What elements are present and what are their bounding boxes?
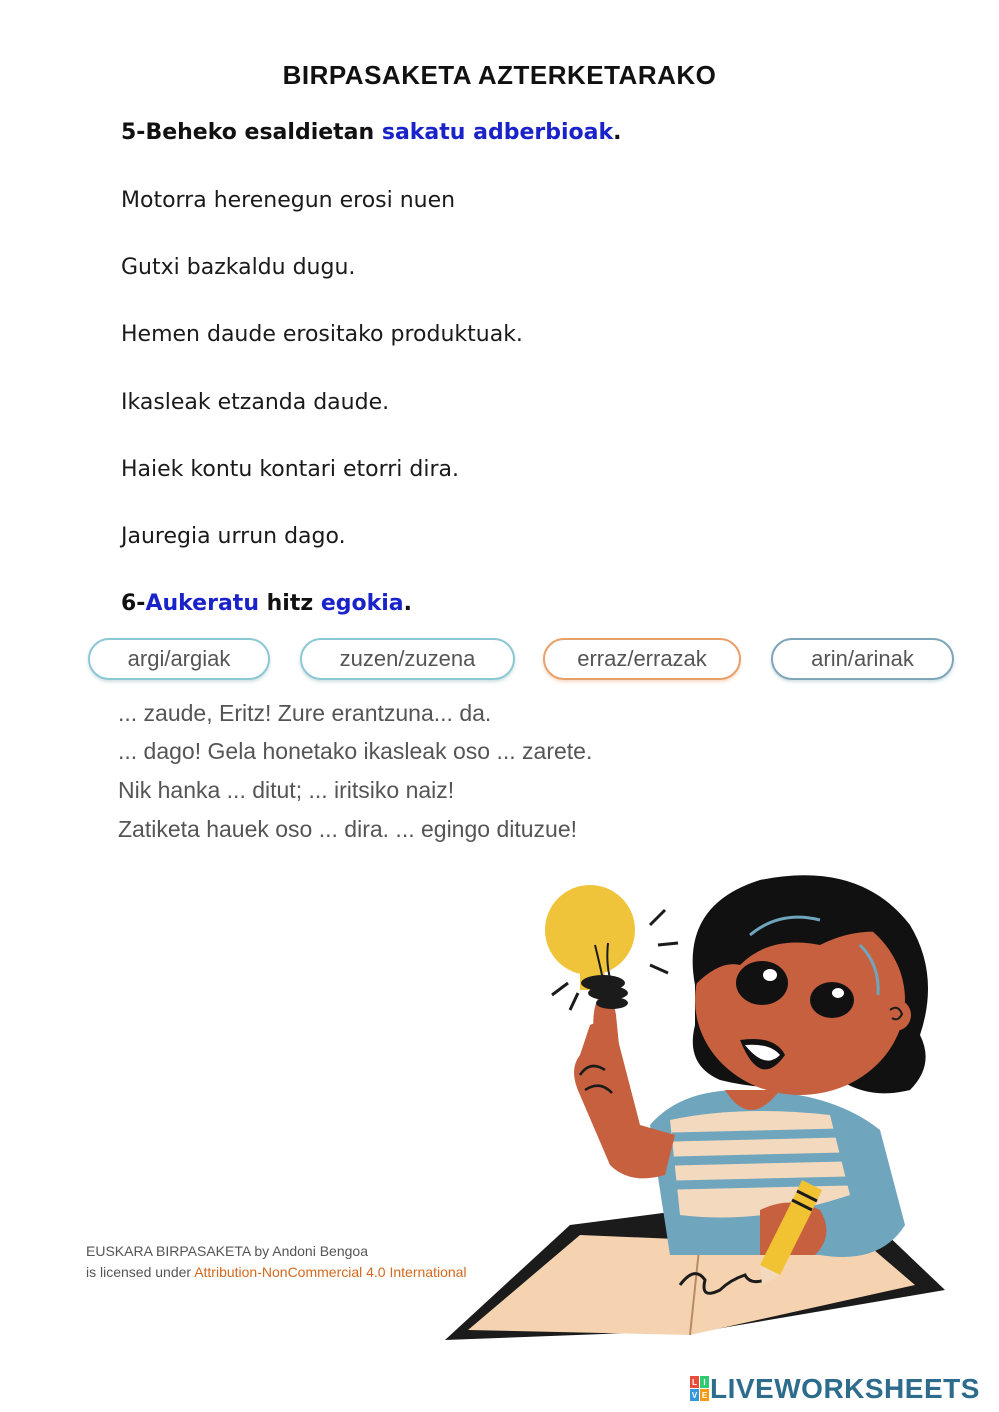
girl-lightbulb-illustration (440, 865, 960, 1355)
book-left-page (468, 1235, 700, 1335)
left-eye (736, 961, 788, 1005)
sentence-5[interactable]: Haiek kontu kontari etorri dira. (121, 457, 459, 482)
option-pill-zuzen: zuzen/zuzena (300, 638, 515, 680)
logo-letter-e: E (701, 1391, 708, 1400)
option-pill-arin: arin/arinak (771, 638, 954, 680)
question-6-period: . (403, 591, 412, 616)
credit-line-2 (86, 1264, 467, 1280)
question-6-word-3: egokia (320, 591, 404, 616)
sentence-1[interactable]: Motorra herenegun erosi nuen (121, 188, 456, 213)
exercise-6-line-3[interactable]: Nik hanka ... ditut; ... iritsiko naiz! (118, 777, 455, 803)
sentence-3[interactable]: Hemen daude erositako produktuak. (121, 322, 523, 347)
right-eye (810, 982, 854, 1018)
credit-line-1: EUSKARA BIRPASAKETA by Andoni Bengoa (86, 1243, 368, 1259)
liveworksheets-brand[interactable] (690, 1373, 980, 1405)
logo-letter-v: V (691, 1391, 698, 1400)
question-6-word-1: Aukeratu (145, 591, 259, 616)
credit-license-prefix: is licensed under (86, 1264, 195, 1280)
option-pill-argi: argi/argiak (88, 638, 270, 680)
option-pill-erraz: erraz/errazak (543, 638, 741, 680)
question-5-heading (121, 120, 621, 145)
logo-letter-l: L (692, 1378, 697, 1387)
exercise-6-line-2[interactable]: ... dago! Gela honetako ikasleak oso ... zarete. (118, 738, 593, 764)
question-5-number: 5- (121, 120, 146, 145)
brand-name: LIVEWORKSHEETS (710, 1373, 980, 1404)
question-6-word-2: hitz (258, 591, 321, 616)
sentence-4[interactable]: Ikasleak etzanda daude. (121, 390, 390, 415)
lightbulb-icon (545, 885, 678, 1010)
logo-letter-i: I (703, 1378, 706, 1387)
question-6-heading (121, 591, 412, 616)
sentence-2[interactable]: Gutxi bazkaldu dugu. (121, 255, 356, 280)
question-5-instruction: sakatu adberbioak (381, 120, 614, 145)
question-5-text-a: Beheko esaldietan (145, 120, 382, 145)
exercise-6-line-1[interactable]: ... zaude, Eritz! Zure erantzuna... da. (118, 700, 492, 726)
sentence-6[interactable]: Jauregia urrun dago. (121, 524, 346, 549)
question-6-number: 6- (121, 591, 146, 616)
ear (879, 999, 911, 1031)
raised-arm (574, 1022, 675, 1178)
exercise-6-line-4[interactable]: Zatiketa hauek oso ... dira. ... egingo dituzue! (118, 816, 578, 842)
page-title: BIRPASAKETA AZTERKETARAKO (282, 60, 717, 90)
question-5-period: . (613, 120, 622, 145)
license-link[interactable]: Attribution-NonCommercial 4.0 International (194, 1264, 467, 1280)
liveworksheets-logo-icon (690, 1376, 710, 1402)
